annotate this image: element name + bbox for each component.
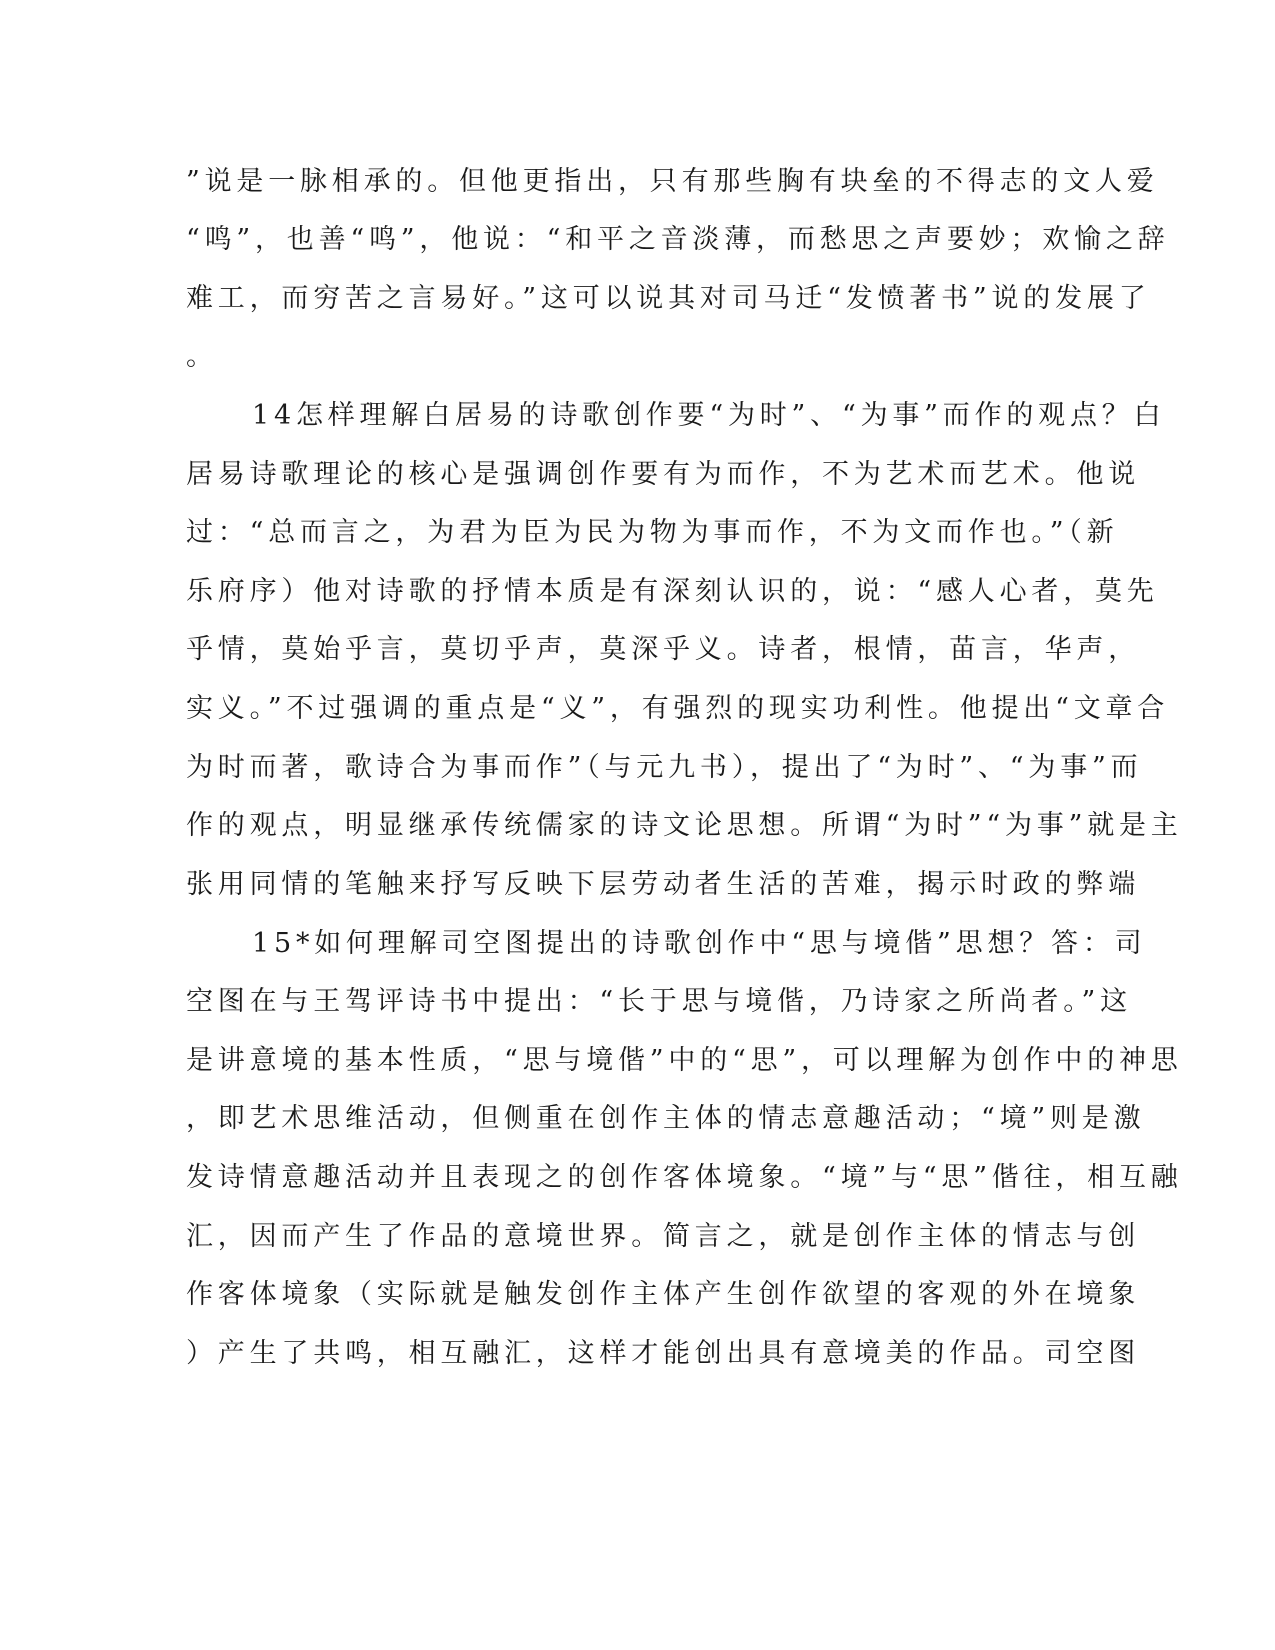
text-line: 难工，而穷苦之言易好。”这可以说其对司马迁“发愤著书”说的发展了 xyxy=(186,283,1151,314)
text-line: 为时而著，歌诗合为事而作”（与元九书），提出了“为时”、“为事”而 xyxy=(186,752,1143,783)
text-line: 乐府序）他对诗歌的抒情本质是有深刻认识的，说：“感人心者，莫先 xyxy=(186,576,1159,607)
text-line: 实义。”不过强调的重点是“义”，有强烈的现实功利性。他提出“文章合 xyxy=(186,693,1170,724)
question-14-heading: 14怎样理解白居易的诗歌创作要“为时”、“为事”而作的观点？白 xyxy=(252,400,1166,431)
text-line: 空图在与王驾评诗书中提出：“长于思与境偕，乃诗家之所尚者。”这 xyxy=(186,986,1132,1017)
text-line: 汇，因而产生了作品的意境世界。简言之，就是创作主体的情志与创 xyxy=(186,1221,1140,1252)
text-line: ”说是一脉相承的。但他更指出，只有那些胸有块垒的不得志的文人爱 xyxy=(186,166,1159,197)
text-line: 作的观点，明显继承传统儒家的诗文论思想。所谓“为时”“为事”就是主 xyxy=(186,810,1183,841)
text-line: 。 xyxy=(186,341,218,372)
text-line: 是讲意境的基本性质，“思与境偕”中的“思”，可以理解为创作中的神思 xyxy=(186,1045,1183,1076)
text-line: 居易诗歌理论的核心是强调创作要有为而作，不为艺术而艺术。他说 xyxy=(186,459,1140,490)
text-line: 发诗情意趣活动并且表现之的创作客体境象。“境”与“思”偕往，相互融 xyxy=(186,1162,1183,1193)
question-15-heading: 15*如何理解司空图提出的诗歌创作中“思与境偕”思想？答：司 xyxy=(252,928,1147,959)
text-line: 过：“总而言之，为君为臣为民为物为事而作，不为文而作也。”（新 xyxy=(186,517,1119,548)
text-line: ）产生了共鸣，相互融汇，这样才能创出具有意境美的作品。司空图 xyxy=(186,1338,1140,1369)
text-line: “鸣”，也善“鸣”，他说：“和平之音淡薄，而愁思之声要妙；欢愉之辞 xyxy=(186,224,1170,255)
text-line: 张用同情的笔触来抒写反映下层劳动者生活的苦难，揭示时政的弊端 xyxy=(186,869,1140,900)
text-line: 作客体境象（实际就是触发创作主体产生创作欲望的客观的外在境象 xyxy=(186,1279,1140,1310)
text-line: ，即艺术思维活动，但侧重在创作主体的情志意趣活动；“境”则是激 xyxy=(186,1103,1146,1134)
text-line: 乎情，莫始乎言，莫切乎声，莫深乎义。诗者，根情，苗言，华声， xyxy=(186,634,1140,665)
